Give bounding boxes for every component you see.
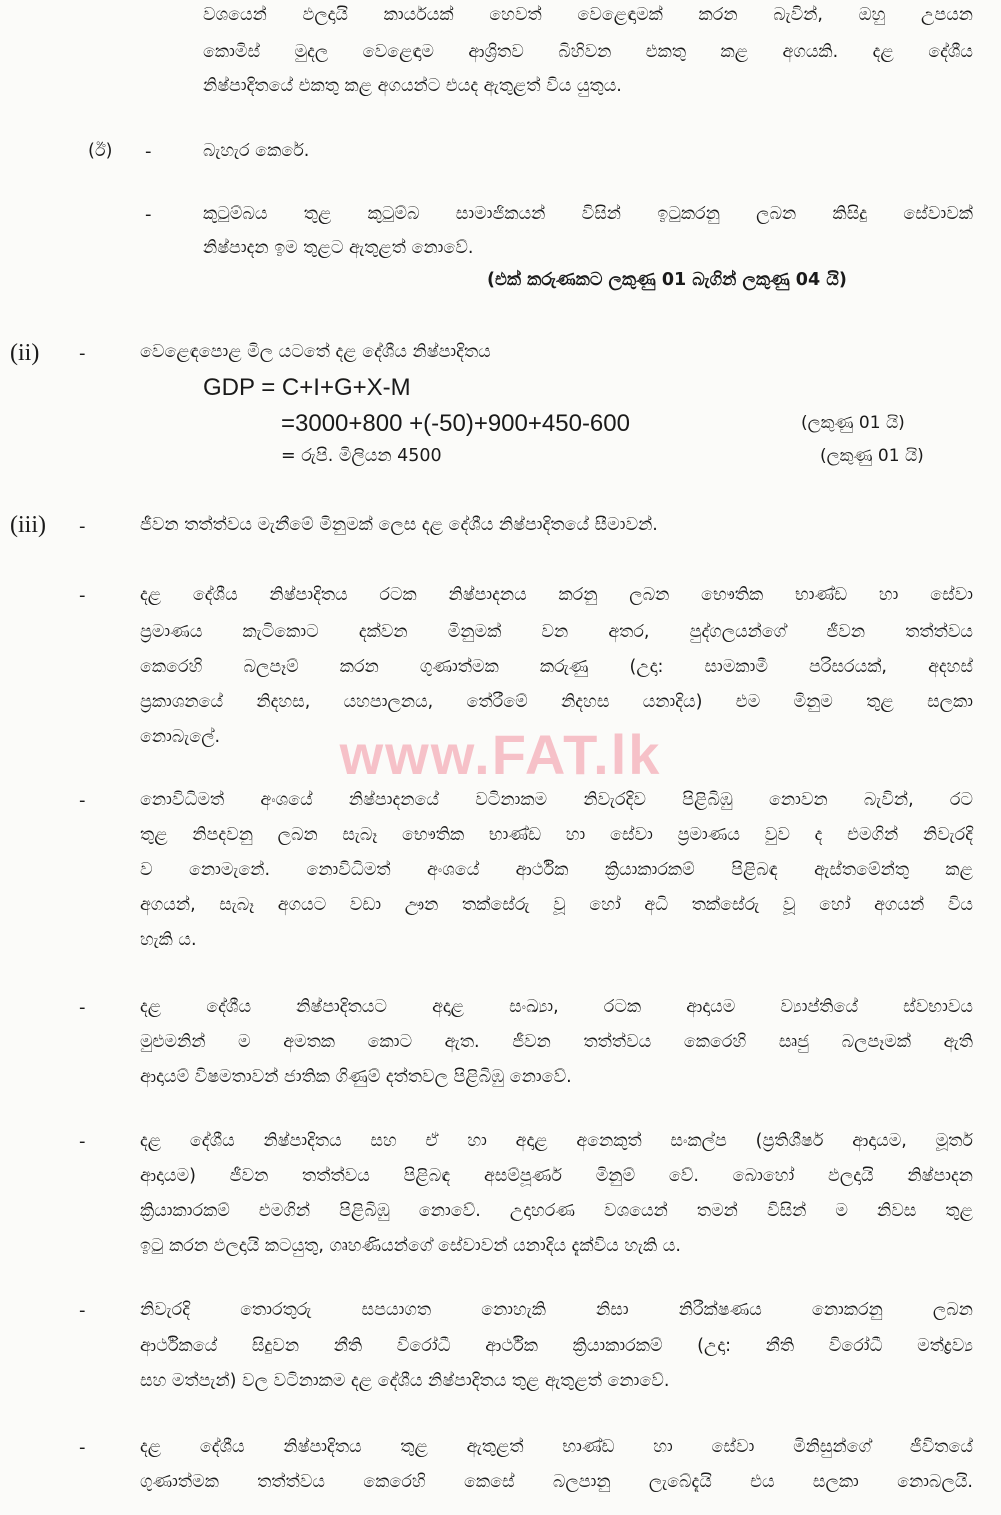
point-line: සහ මත්පැන්) වල වටිනාකම දළ දේශීය නිෂ්පාදිතය තුළ ඇතුළත් නොවේ. [140, 1371, 670, 1391]
point-line: ප්‍රකාශනයේ නිදහස, යහපාලනය, තේරීමේ නිදහස යනාදිය) එම මිනුම තුළ සලකා [140, 692, 973, 712]
item-e-point-2-line: නිෂ්පාදන ඉම තුළට ඇතුළත් නොවේ. [203, 238, 474, 258]
item-label: (ඊ) [88, 141, 113, 161]
watermark: www.FAT.lk [339, 723, 662, 786]
bullet-dash: - [145, 141, 152, 162]
point-line: නිවැරදි තොරතුරු සපයාගත නොහැකි නිසා නිරීක්ෂණය නොකරනු ලබන [140, 1300, 973, 1320]
step-marks: (ලකුණු 01 යි) [820, 446, 924, 466]
bullet-dash: - [79, 1131, 86, 1152]
bullet-dash: - [79, 790, 86, 811]
item-e-point-2-line: කුටුම්බය තුළ කුටුම්බ සාමාජිකයන් විසින් ඉටුකරනු ලබන කිසිදු සේවාවක් [203, 204, 973, 224]
point-line: ගුණාත්මක තත්ත්වය කෙරෙහි කෙසේ බලපානු ලැබේදැයි එය සලකා නොබලයි. [140, 1472, 973, 1492]
point-line: නොබැලේ. [140, 727, 221, 747]
gdp-calculation: =3000+800 +(-50)+900+450-600 [281, 410, 630, 437]
marks-allocation: (එක් කරුණකට ලකුණු 01 බැගින් ලකුණු 04 යි) [487, 270, 847, 290]
item-iii-heading: ජීවන තත්ත්වය මැනීමේ මිනුමක් ලෙස දළ දේශීය නිෂ්පාදිතයේ සීමාවන්. [140, 515, 658, 535]
bullet-dash: - [79, 997, 86, 1018]
point-line: ප්‍රමාණය කැටිකොට දක්වන මිනුමක් වන අතර, පුද්ගලයන්ගේ ජීවන තත්ත්වය [140, 622, 973, 642]
point-line: ආදායම් විෂමතාවන් ජාතික ගිණුම් දත්තවල පිළිබිඹු නොවේ. [140, 1067, 572, 1087]
point-line: දළ දේශීය නිෂ්පාදිතයට අදාළ සංඛ්‍යා, රටක ආදායම ව්‍යාප්තියේ ස්වභාවය [140, 997, 973, 1017]
paragraph-line: නිෂ්පාදිතයේ එකතු කළ අගයන්ට එයද ඇතුළත් විය යුතුය. [203, 76, 622, 96]
point-line: අගයන්, සැබෑ අගයට වඩා ඌන තක්සේරු වූ හෝ අධි තක්සේරු වූ හෝ අගයන් විය [140, 895, 973, 915]
point-line: මුළුමනින් ම අමතක කොට ඇත. ජීවන තත්ත්වය කෙරෙහි සෘජු බලපෑමක් ඇති [140, 1032, 973, 1052]
bullet-dash: - [79, 585, 86, 606]
item-ii-heading: වෙළෙඳපොළ මිල යටතේ දළ දේශීය නිෂ්පාදිතය [140, 342, 491, 362]
point-line: ආදායම) ජීවන තත්ත්වය පිළිබඳ අසම්පූර්ණ මිනුම් වේ. බොහෝ ඵලදායි නිෂ්පාදන [140, 1166, 973, 1186]
point-line: කෙරෙහි බලපෑම් කරන ගුණාත්මක කරුණු (උදා: සාමකාමී පරිසරයක්, අදහස් [140, 657, 973, 677]
paragraph-line: වශයෙන් ඵලදායි කාර්යයක් හෙවත් වෙළෙඳාමක් කරන බැවින්, ඔහු උපයන [203, 5, 973, 25]
bullet-dash: - [79, 1300, 86, 1321]
paragraph-line: කොමිස් මුදල වෙළෙඳාම ආශ්‍රිතව බිහිවන එකතු කළ අගයකි. දළ දේශීය [203, 42, 973, 62]
point-line: හැකි ය. [140, 930, 197, 950]
bullet-dash: - [79, 516, 86, 537]
point-line: දළ දේශීය නිෂ්පාදිතය සහ ඒ හා අදාළ අනෙකුත් සංකල්ප (ප්‍රතිශීර්ෂ ආදායම, මූර්ත [140, 1131, 973, 1151]
item-e-point-1: බැහැර කෙරේ. [203, 141, 310, 161]
item-label: (iii) [10, 512, 46, 538]
point-line: දළ දේශීය නිෂ්පාදිතය රටක නිෂ්පාදනය කරනු ලබන භෞතික භාණ්ඩ හා සේවා [140, 585, 973, 605]
point-line: තුළ නිපදවනු ලබන සැබෑ භෞතික භාණ්ඩ හා සේවා ප්‍රමාණය වුව ද එමගින් නිවැරදි [140, 825, 973, 845]
bullet-dash: - [79, 1437, 86, 1458]
point-line: ව නොමැනේ. නොවිධිමත් අංශයේ ආර්ථික ක්‍රියාකාරකම් පිළිබඳ ඇස්තමේන්තු කළ [140, 860, 973, 880]
gdp-result: = රුපි. මිලියන 4500 [281, 446, 442, 466]
bullet-dash: - [145, 204, 152, 225]
bullet-dash: - [79, 343, 86, 364]
item-label: (ii) [10, 340, 40, 366]
point-line: ඉටු කරන ඵලදායි කටයුතු, ගෘහණියන්ගේ සේවාවන් යනාදිය දැක්විය හැකි ය. [140, 1236, 681, 1256]
point-line: දළ දේශීය නිෂ්පාදිතය තුළ ඇතුළත් භාණ්ඩ හා සේවා මිනිසුන්ගේ ජීවිතයේ [140, 1437, 973, 1457]
gdp-formula: GDP = C+I+G+X-M [203, 374, 411, 401]
point-line: ආර්ථිකයේ සිදුවන නීති විරෝධී ආර්ථික ක්‍රියාකාරකම් (උදා: නීති විරෝධී මත්ද්‍රව්‍ය [140, 1336, 973, 1356]
step-marks: (ලකුණු 01 යි) [801, 413, 905, 433]
point-line: ක්‍රියාකාරකම් එමගින් පිළිබිඹු නොවේ. උදාහරණ වශයෙන් තමන් විසින් ම නිවස තුළ [140, 1201, 973, 1221]
point-line: නොවිධිමත් අංශයේ නිෂ්පාදනයේ වටිනාකම නිවැරදිව පිළිබිඹු නොවන බැවින්, රට [140, 790, 973, 810]
